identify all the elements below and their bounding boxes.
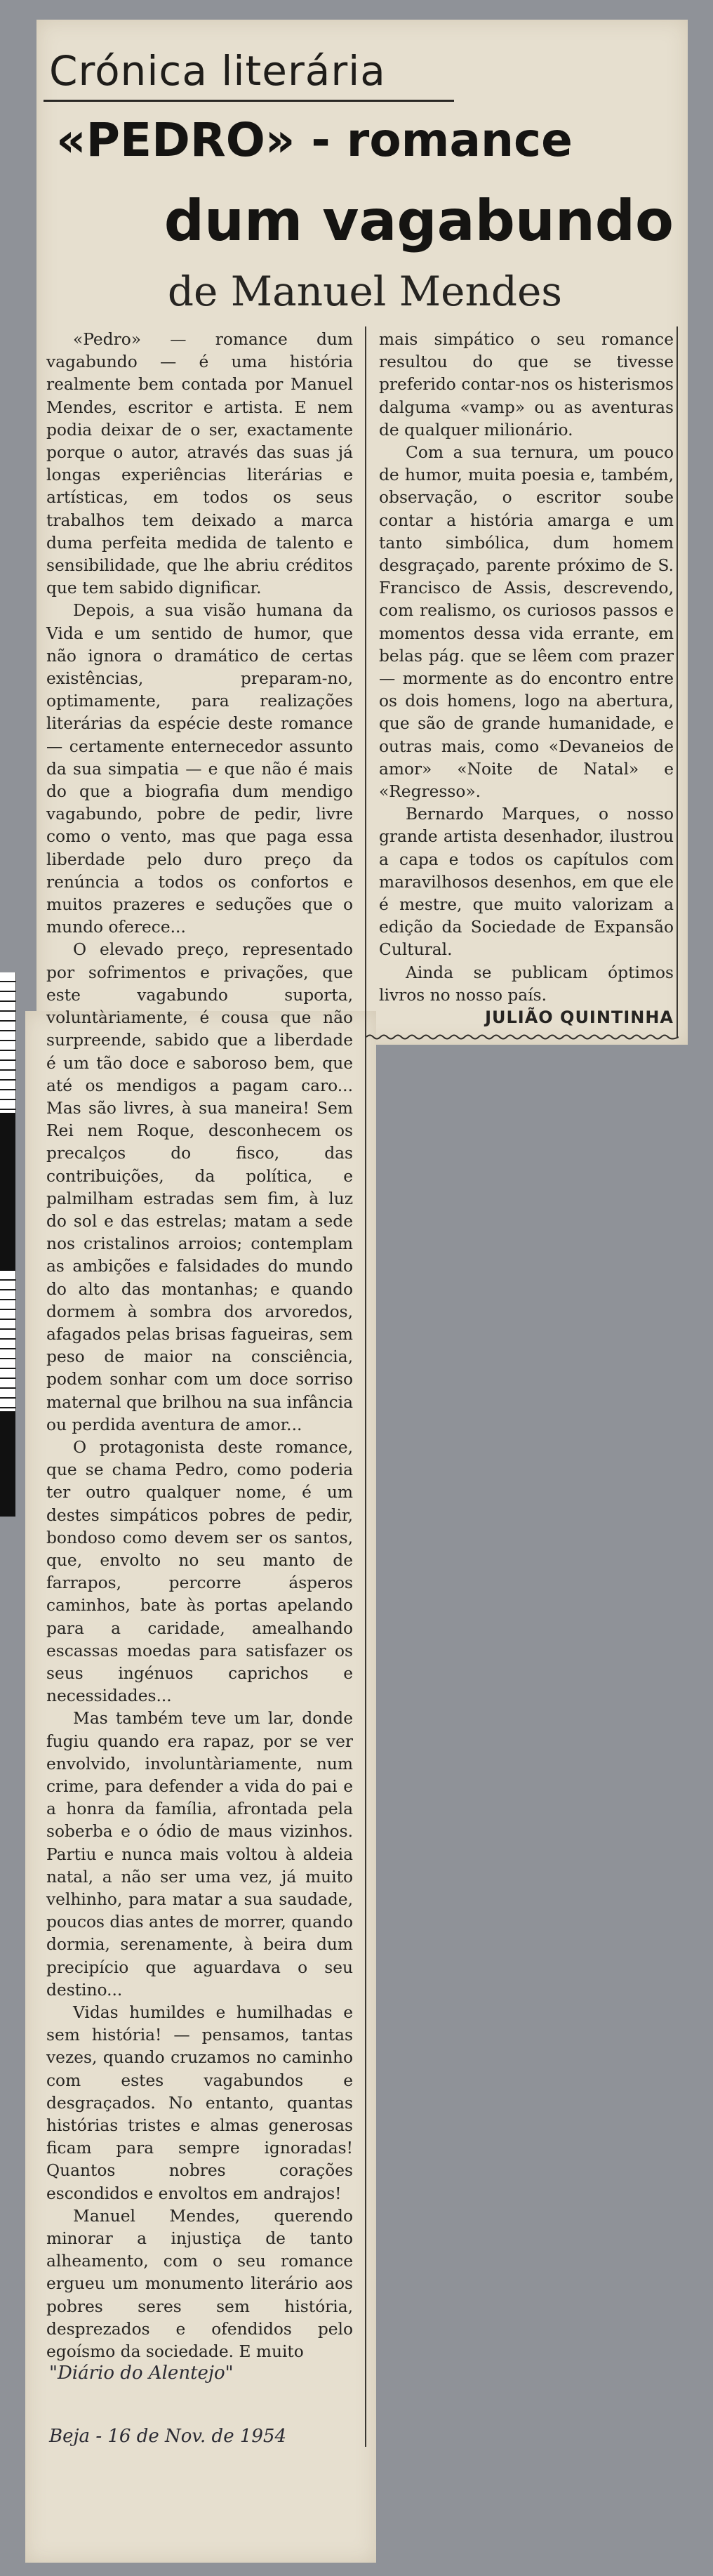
scale-ruler-dark-band-lower — [0, 1411, 15, 1517]
scale-ruler-dark-band — [0, 1113, 15, 1271]
paragraph: O elevado preço, representado por sofrimentos e privações, que este vagabundo suporta, voluntàriamente, é cousa que não surpreende, sabido que a liberdade é um tão doce e saboroso bem, que até os mendigos a pagam caro... Mas são livres, à sua maneira! Sem Rei nem Roque, desconhecem os precalços do fisco, das contribuições, da política, e palmilham estradas sem fim, à luz do sol e das estrelas; matam a sede nos cristalinos arroios; contemplam as ambições e falsidades do mundo do alto das montanhas; e quando dormem à sombra dos arvoredos, afagados pelas brisas fagueiras, sem peso de maior na consciência, podem sonhar com um doce sorriso maternal que brilhou na sua infância ou perdida aventura de amor... — [46, 940, 353, 1434]
headline-line-2: dum vagabundo — [164, 188, 674, 253]
paragraph: Ainda se publicam óptimos livros no nosso país. — [379, 963, 674, 1005]
paragraph: Com a sua ternura, um pouco de humor, muita poesia e, também, observação, o escritor soube contar a história amarga e um tanto simbólica, dum homem desgraçado, parente próximo de S. Francisco de Assis, descrevendo, com realismo, os curiosos passos e momentos dessa vida errante, em belas pág. que se lêem com prazer — mormente as do encontro entre os dois homens, logo na abertura, que são de grande humanidade, e outras mais, como «Devaneios de amor» «Noite de Natal» e «Regresso». — [379, 443, 674, 802]
paragraph: mais simpático o seu romance resultou do que se tivesse preferido contar-nos os histerismos dalguma «vamp» ou as aventuras de qualquer milionário. — [379, 330, 674, 440]
paragraph: Manuel Mendes, querendo minorar a injustiça de tanto alheamento, com o seu romance ergueu um monumento literário aos pobres seres sem história, desprezados e ofendidos pelo egoísmo da sociedade. E muito — [46, 2206, 353, 2362]
section-title-rule — [44, 100, 454, 102]
article-left-column — [46, 329, 353, 2363]
byline: de Manuel Mendes — [167, 267, 563, 315]
handwritten-date: Beja - 16 de Nov. de 1954 — [49, 2426, 287, 2447]
right-column-border — [677, 326, 678, 1037]
scale-ruler-lower — [0, 1271, 16, 1411]
handwritten-source: "Diário do Alentejo" — [49, 2363, 234, 2384]
headline-line-1: «PEDRO» - romance — [56, 113, 573, 167]
paragraph: «Pedro» — romance dum vagabundo — é uma história realmente bem contada por Manuel Mendes, escritor e artista. E nem podia deixar de o ser, exactamente porque o autor, através das suas já longas experiências literárias e artísticas, em todos os seus trabalhos tem deixado a marca duma perfeita medida de talento e sensibilidade, que lhe abriu créditos que tem sabido dignificar. — [46, 330, 353, 598]
article-right-column — [379, 329, 674, 1007]
section-title: Crónica literária — [49, 47, 386, 95]
scale-ruler — [0, 972, 16, 1113]
paragraph: Depois, a sua visão humana da Vida e um sentido de humor, que não ignora o dramático de certas existências, preparam-no, optimamente, para realizações literárias da espécie deste romance — certamente enternecedor assunto da sua simpatia — e que não é mais do que a biografia dum mendigo vagabundo, pobre de pedir, livre como o vento, mas que paga essa liberdade pelo duro preço da renúncia a todos os confortos e muitos prazeres e seduções que o mundo oferece... — [46, 601, 353, 937]
paragraph: Mas também teve um lar, donde fugiu quando era rapaz, por se ver envolvido, involuntàriamente, num crime, para defender a vida do pai e a honra da família, afrontada pela soberba e o ódio de maus vizinhos. Partiu e nunca mais voltou à aldeia natal, a não ser uma vez, já muito velhinho, para matar a sua saudade, poucos dias antes de morrer, quando dormia, serenamente, à beira dum precipício que aguardava o seu destino... — [46, 1709, 353, 2000]
wavy-rule — [366, 1033, 679, 1041]
column-divider — [365, 326, 366, 2447]
paragraph: O protagonista deste romance, que se chama Pedro, como poderia ter outro qualquer nome, é um destes simpáticos pobres de pedir, bondoso como devem ser os santos, que, envolto no seu manto de farrapos, percorre ásperos caminhos, bate às portas apelando para a caridade, amealhando escassas moedas para satisfazer os seus ingénuos caprichos e necessidades... — [46, 1437, 353, 1706]
paragraph: Bernardo Marques, o nosso grande artista desenhador, ilustrou a capa e todos os capítulos com maravilhosos desenhos, em que ele é mestre, que muito valorizam a edição da Sociedade de Expansão Cultural. — [379, 805, 674, 960]
author-signature: JULIÃO QUINTINHA — [485, 1008, 674, 1027]
paragraph: Vidas humildes e humilhadas e sem história! — pensamos, tantas vezes, quando cruzamos no caminho com estes vagabundos e desgraçados. No entanto, quantas histórias tristes e almas generosas ficam para sempre ignoradas! Quantos nobres corações escondidos e envoltos em andrajos! — [46, 2003, 353, 2203]
